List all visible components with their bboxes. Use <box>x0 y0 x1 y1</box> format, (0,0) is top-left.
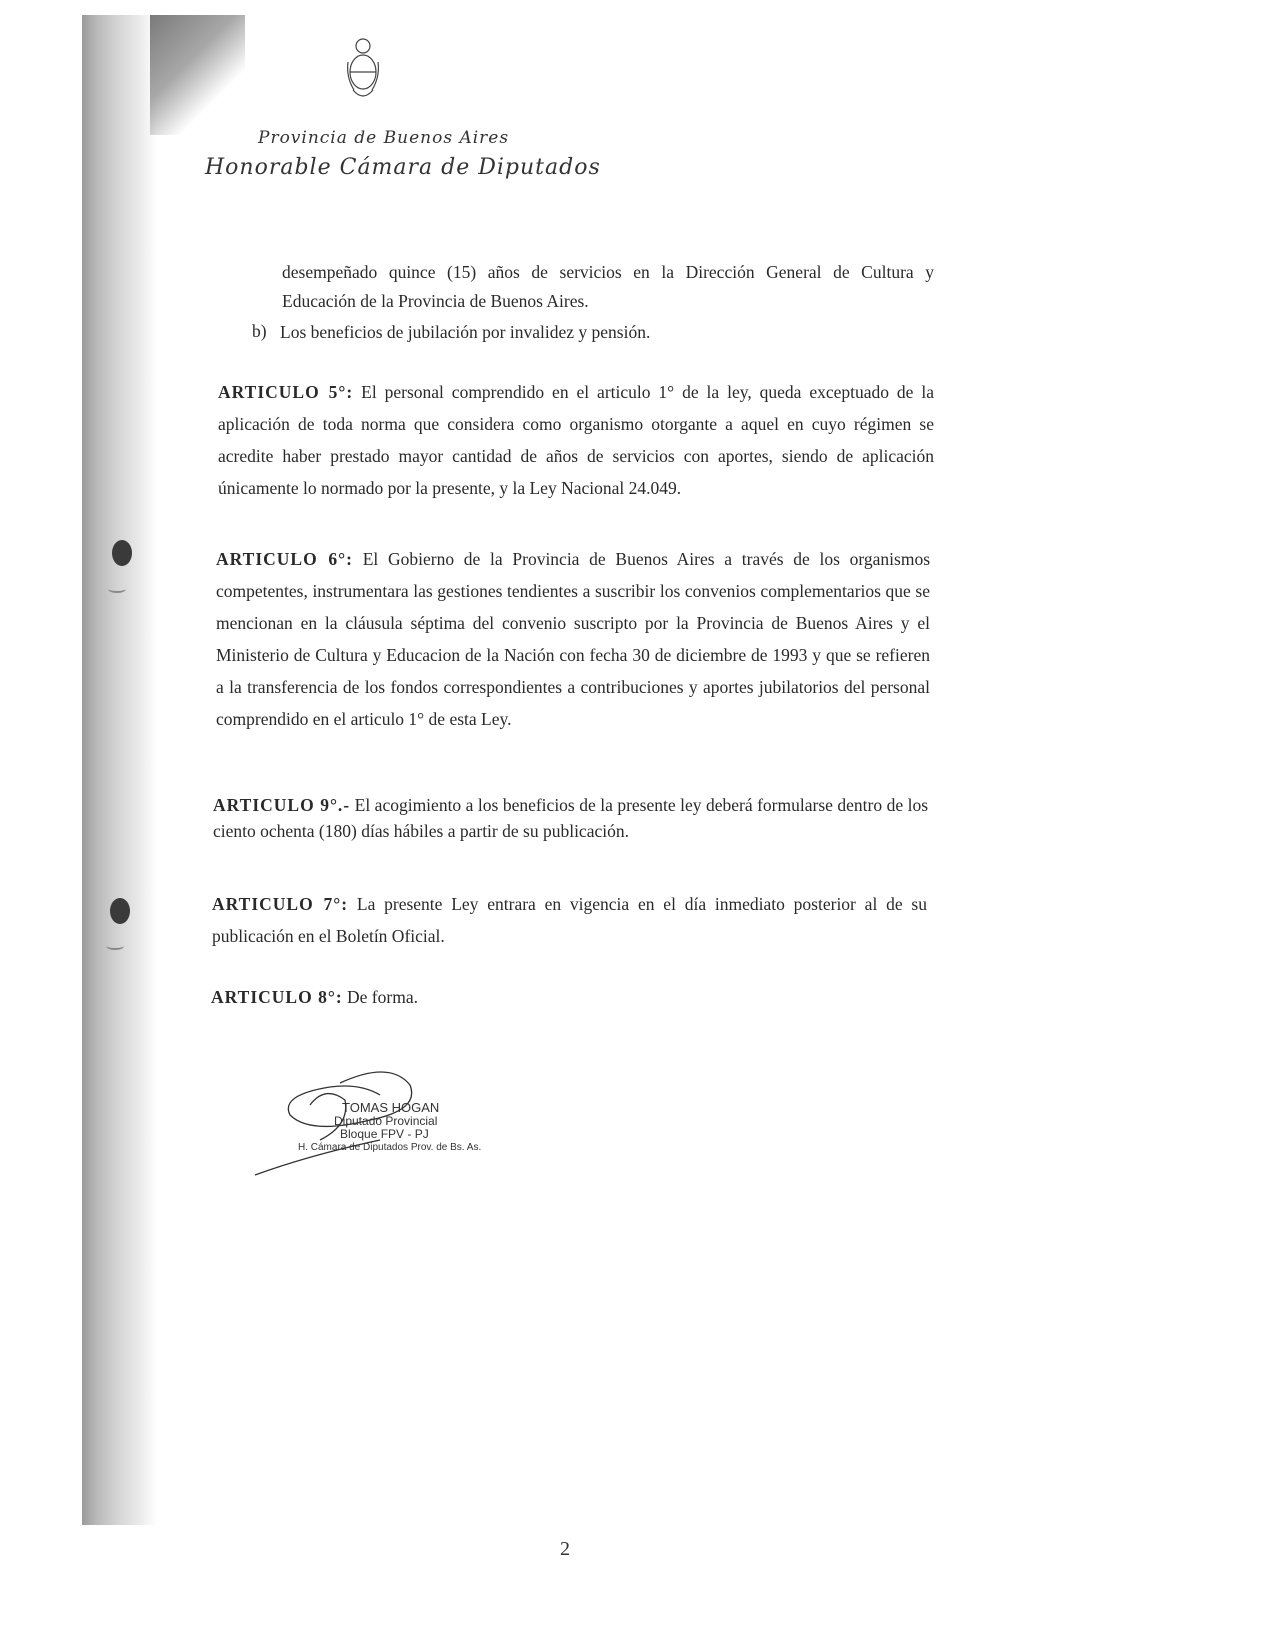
signature-chamber: H. Cámara de Diputados Prov. de Bs. As. <box>298 1142 482 1153</box>
scan-corner-shadow <box>150 15 245 135</box>
article-label: ARTICULO 5°: <box>218 382 354 402</box>
page-number: 2 <box>560 1538 570 1560</box>
punch-hole <box>110 898 130 924</box>
article-label: ARTICULO 9°.- <box>213 795 351 815</box>
article-label: ARTICULO 6°: <box>216 549 353 569</box>
header-chamber: Honorable Cámara de Diputados <box>205 155 601 180</box>
coat-of-arms-icon <box>344 32 382 106</box>
item-b-marker: b) <box>252 321 267 341</box>
article-5 <box>218 376 934 504</box>
continuation-line-1: desempeñado quince (15) años de servicios en la Dirección General de Cultura y <box>282 262 934 282</box>
signature-bloc: Bloque FPV - PJ <box>340 1127 429 1141</box>
signature-role: Diputado Provincial <box>334 1114 438 1128</box>
header-province: Provincia de Buenos Aires <box>258 128 510 148</box>
article-6 <box>216 543 930 735</box>
article-text: El personal comprendido en el articulo 1° de la ley, queda exceptuado de la aplicación de toda norma que considera como organismo otorgante a aquel en cuyo régimen se acredite haber prestado mayor cantidad de años de servicios con aportes, siendo de aplicación únicamente lo normado por la presente, y la Ley Nacional 24.049. <box>218 382 934 498</box>
article-text: La presente Ley entrara en vigencia en el día inmediato posterior al de su publicación en el Boletín Oficial. <box>212 894 927 946</box>
continuation-line-2: Educación de la Provincia de Buenos Aires. <box>282 291 589 311</box>
signature-name: TOMAS HOGAN <box>342 1100 440 1115</box>
article-text: El acogimiento a los beneficios de la presente ley deberá formularse dentro de los ciento ochenta (180) días hábiles a partir de su publicación. <box>213 795 929 841</box>
article-text: De forma. <box>347 987 418 1007</box>
article-8 <box>211 981 926 1013</box>
item-b-text: Los beneficios de jubilación por invalidez y pensión. <box>280 322 651 342</box>
article-9 <box>213 792 928 844</box>
article-label: ARTICULO 7°: <box>212 894 349 914</box>
signature-stamp <box>250 1065 510 1185</box>
article-text: El Gobierno de la Provincia de Buenos Aires a través de los organismos competentes, instrumentara las gestiones tendientes a suscribir los convenios complementarios que se mencionan en la cláusula séptima del convenio suscripto por la Provincia de Buenos Aires y el Ministerio de Cultura y Educacion de la Nación con fecha 30 de diciembre de 1993 y que se refieren a la transferencia de los fondos correspondientes a contribuciones y aportes jubilatorios del personal comprendido en el articulo 1° de esta Ley. <box>216 549 931 729</box>
punch-hole-shadow <box>108 585 126 593</box>
punch-hole <box>112 540 132 566</box>
punch-hole-shadow <box>106 942 124 950</box>
article-7 <box>212 888 927 952</box>
article-label: ARTICULO 8°: <box>211 987 343 1007</box>
scan-binding-edge <box>82 15 157 1525</box>
